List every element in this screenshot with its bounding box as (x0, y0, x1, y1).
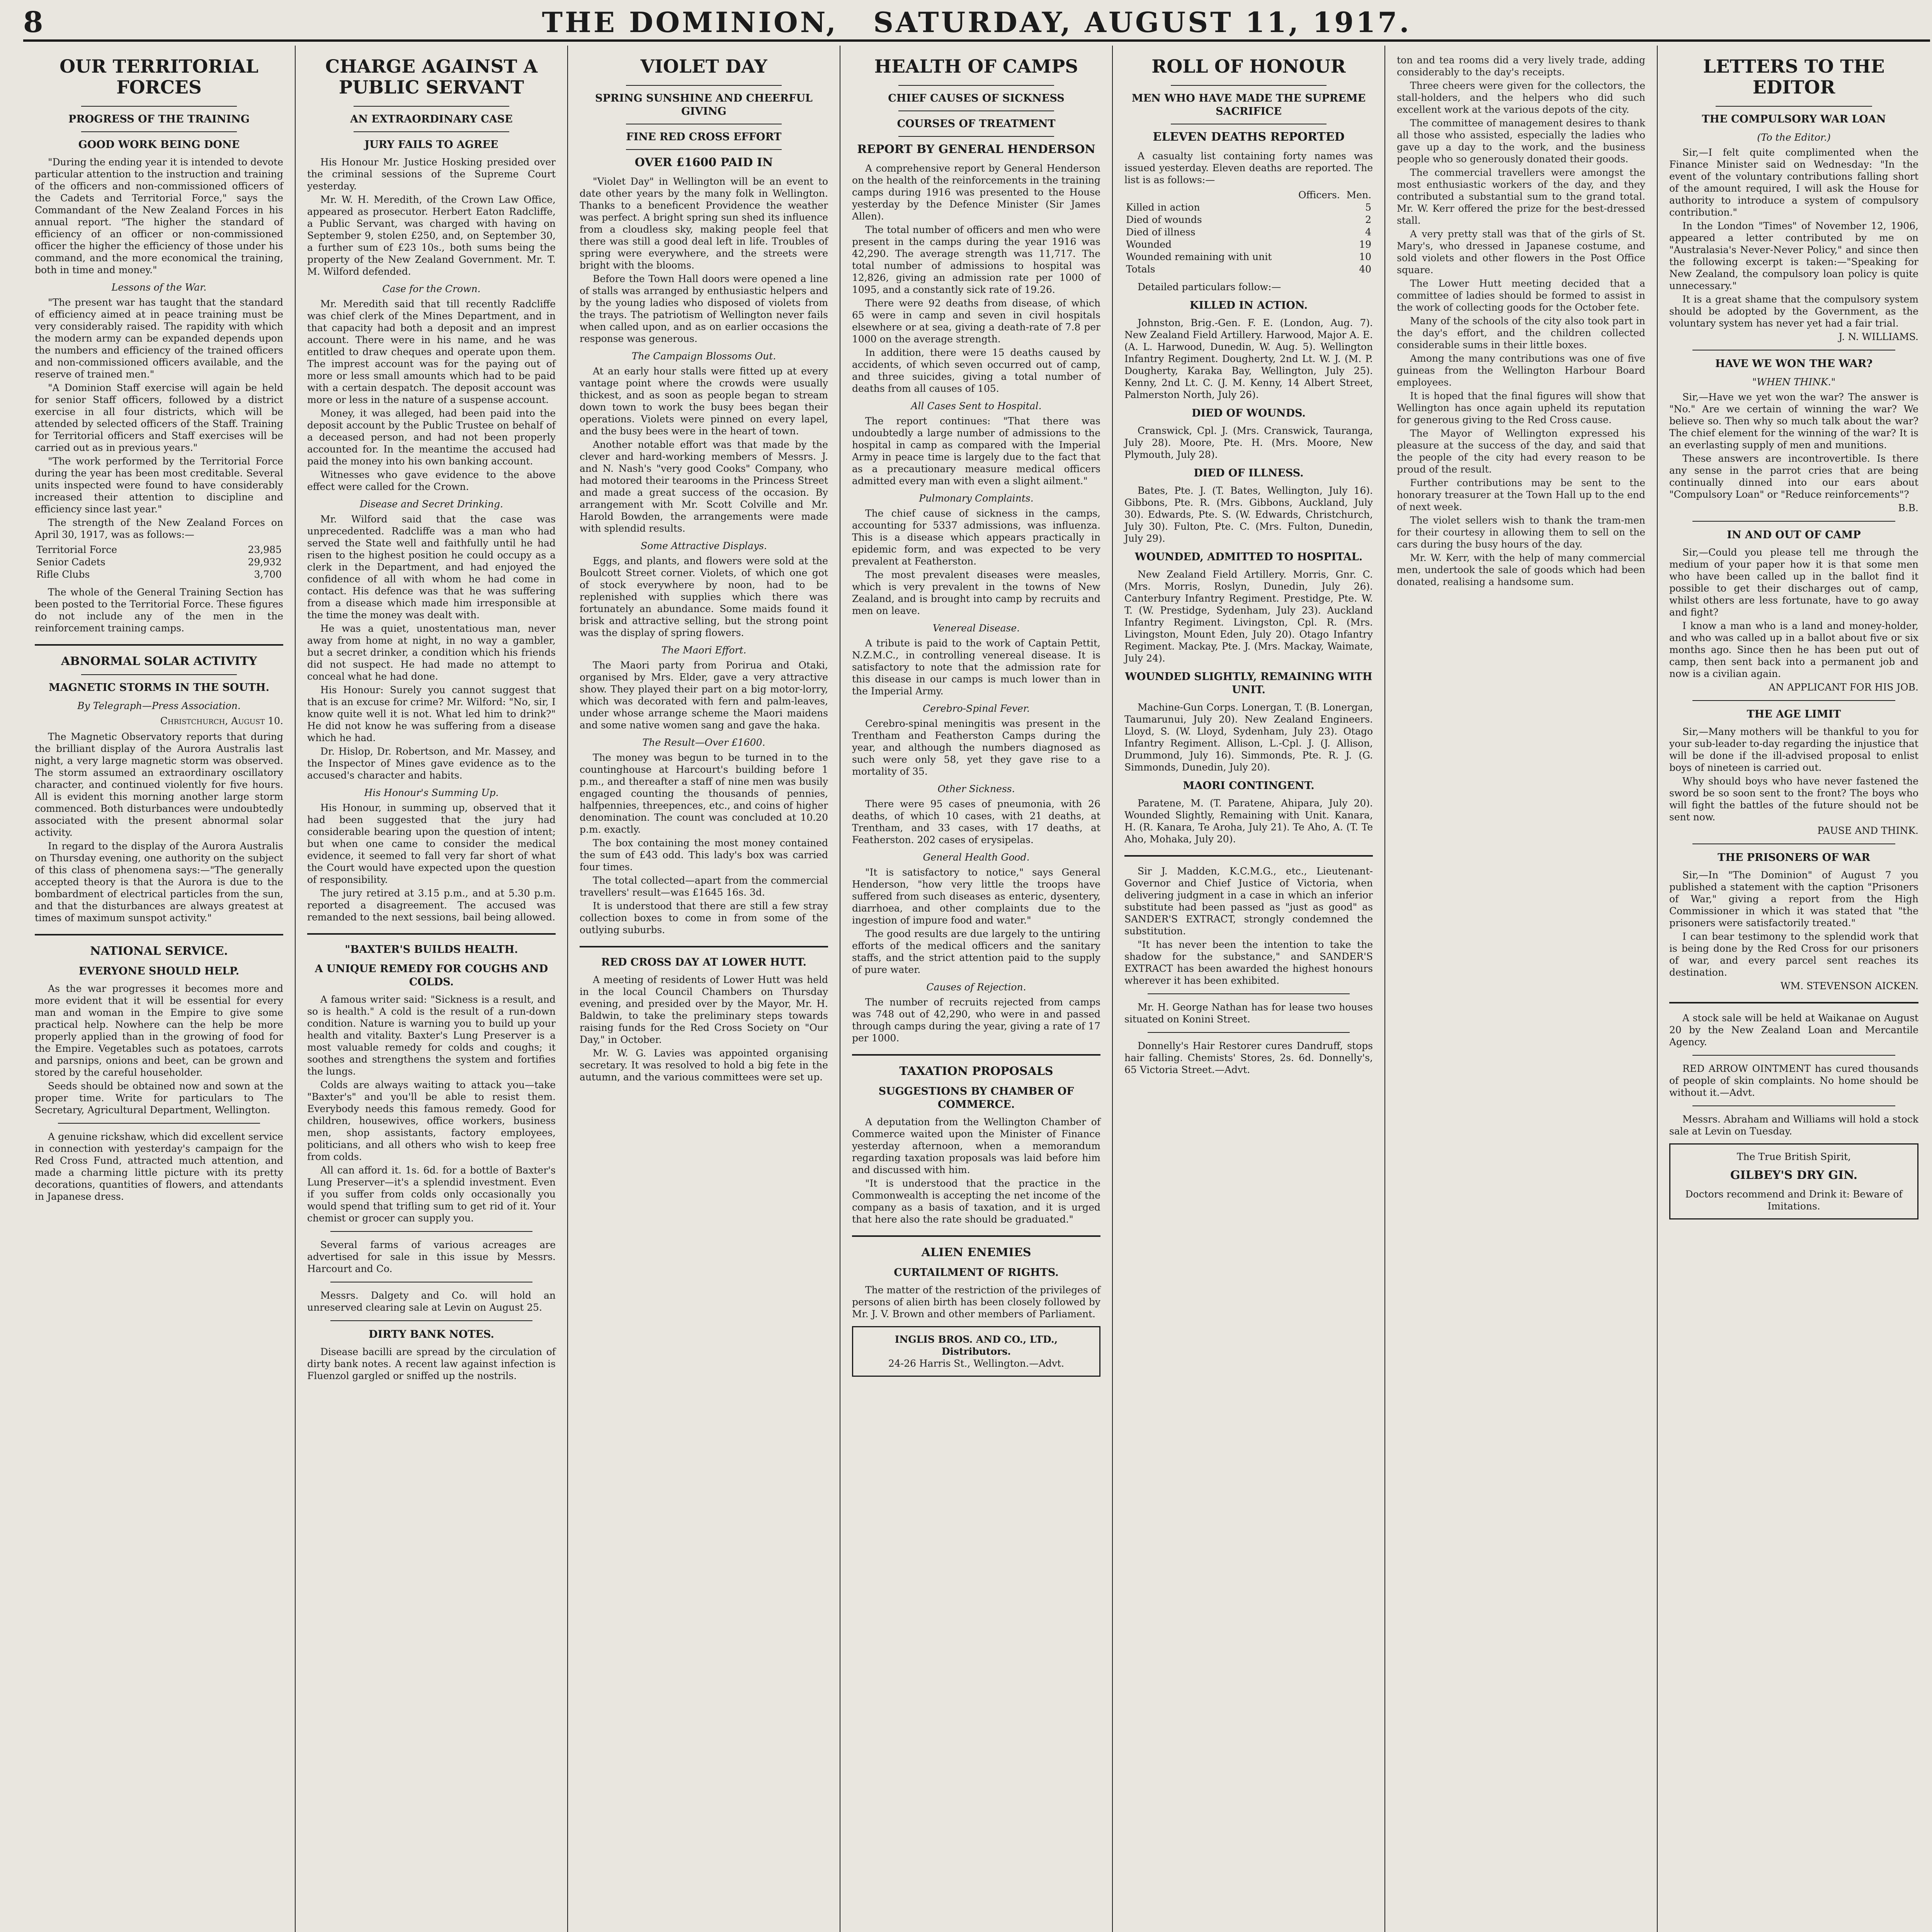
section-subhead: WOUNDED SLIGHTLY, REMAINING WITH UNIT. (1125, 671, 1372, 696)
paragraph: "A Dominion Staff exercise will again be held for senior Staff officers, followed by a district exercise in all four districts, which will be attended by selected officers of the Staff. Training for Territorial officers and Staff exercises will be carried out as in previous years." (35, 382, 283, 453)
paragraph: His Honour: Surely you cannot suggest that that is an excuse for crime? Mr. Wilford: "No, sir, I know quite well it is not. What led him to drink?" He did not know he was suffering from a disease which he had. (307, 684, 556, 743)
paragraph: A comprehensive report by General Henderson on the health of the reinforcements in the training camps during 1916 was presented to the House yesterday by the Defence Minister (Sir James Allen). (852, 163, 1100, 222)
paragraph: The most prevalent diseases were measles, which is very prevalent in the towns of New Zealand, and is brought into camp by recruits and men on leave. (852, 569, 1100, 616)
paragraph: A deputation from the Wellington Chamber of Commerce waited upon the Minister of Finance yesterday afternoon, when a memorandum regarding taxation proposals was laid before him and discussed with him. (852, 1116, 1100, 1175)
letter-signature: WM. STEVENSON AICKEN. (1780, 980, 1918, 992)
paragraph: A stock sale will be held at Waikanae on August 20 by the New Zealand Loan and Mercantile Agency. (1669, 1012, 1918, 1048)
paragraph: Detailed particulars follow:— (1138, 281, 1281, 293)
letter-signature: J. N. WILLIAMS. (1838, 331, 1918, 342)
paragraph: The Maori party from Porirua and Otaki, organised by Mrs. Elder, gave a very attractive show. They played their part on a big motor-lorry, which was decorated with fern and palm-leaves, under whose arrange scheme the Maori maidens and some native women sang and gave the haka. (580, 660, 828, 731)
divider (35, 644, 283, 646)
article-headline: VIOLET DAY (640, 56, 767, 77)
divider (58, 1123, 260, 1124)
section-subhead: Lessons of the War. (111, 282, 207, 293)
ad-tagline: The True British Spirit, (1736, 1151, 1851, 1162)
paragraph: The report continues: "That there was undoubtedly a large number of admissions to the hospital in camp as compared with the Imperial Army in peace time is largely due to the fact that as a precautionary measure medical officers admitted every man with even a slight ailment." (852, 415, 1100, 486)
ad-product-name: GILBEY'S DRY GIN. (1730, 1168, 1858, 1182)
paragraph: In the London "Times" of November 12, 1906, appeared a letter contributed by me on "Australasia's Never-Never Policy," and since then the following excerpt is taken:—"Speaking for New Zealand, the compulsory loan policy is quite unnecessary." (1669, 220, 1918, 291)
table-cell: 2 (1365, 214, 1371, 225)
letter-subhead: "WHEN THINK." (1752, 376, 1836, 388)
casualty-list: New Zealand Field Artillery. Morris, Gnr. C. (Mrs. Morris, Roslyn, Dunedin, July 26). Canterbury Infantry Regiment. Prestidge, Pte. W. T. (W. Prestidge, Sydenham, July 23). Auckland Infantry Regiment. Livingston, Cpl. R. (Mrs. Livingston, Mount Eden, July 20). Otago Infantry Regiment. Mackay, Pte. J. (Mrs. Mackay, Waimate, July 24). (1124, 569, 1373, 664)
paragraph: The jury retired at 3.15 p.m., and at 5.30 p.m. reported a disagreement. The accused was remanded to the next sessions, bail being allowed. (307, 888, 556, 923)
section-subhead: Venereal Disease. (932, 622, 1020, 634)
paragraph: It is hoped that the final figures will show that Wellington has once again upheld its reputation for generous giving to the Red Cross cause. (1397, 390, 1645, 425)
paragraph: Witnesses who gave evidence to the above effect were called for the Crown. (307, 469, 556, 492)
article-headline: NATIONAL SERVICE. (90, 944, 228, 958)
section-subhead: The Result—Over £1600. (642, 737, 765, 748)
letter-address: (To the Editor.) (1757, 132, 1831, 143)
casualty-list: Johnston, Brig.-Gen. F. E. (London, Aug. 7). New Zealand Field Artillery. Harwood, Major A. E. (A. L. Harwood, Dunedin, W. Aug. 5). Wellington Infantry Regiment. Dougherty, 2nd Lt. W. J. (M. P. Dougherty, Karaka Bay, Wellington, July 25). Kenny, 2nd Lt. C. (J. M. Kenny, 14 Albert Street, Palmerston North, July 26). (1124, 317, 1373, 400)
paragraph: The whole of the General Training Section has been posted to the Territorial Force. These figures do not include any of the men in the reinforcement training camps. (35, 587, 283, 634)
table-header-cell (1124, 189, 1291, 201)
table-cell: 3,700 (254, 569, 282, 580)
table-cell: Territorial Force (36, 544, 117, 555)
table-cell: Wounded remaining with unit (1126, 251, 1272, 262)
paragraph: "Violet Day" in Wellington will be an event to date other years by the many folk in Wellington. Thanks to a beneficent Providence the weather was perfect. A bright spring sun shed its influence from a cloudless sky, making people feel that there was still a good deal left in life. Troubles of spring were everywhere, and the streets were bright with the blooms. (580, 176, 828, 271)
paragraph: Three cheers were given for the collectors, the stall-holders, and the helpers who did such excellent work at the various depots of the city. (1397, 80, 1645, 115)
section-subhead: DIED OF ILLNESS. (1194, 467, 1304, 479)
table-row (1124, 238, 1373, 251)
column-1 (23, 46, 296, 1932)
paragraph: Many of the schools of the city also took part in the day's effort, and the children collected considerable sums in their little boxes. (1397, 315, 1645, 350)
divider (1669, 1002, 1918, 1003)
paragraph: In regard to the display of the Aurora Australis on Thursday evening, one authority on the subject of this class of phenomena says:—"The generally accepted theory is that the Aurora is due to the bombardment of electrical particles from the sun, and that the disturbances are always greatest at times of maximum sunspot activity." (35, 840, 283, 923)
article-subhead: AN EXTRAORDINARY CASE (350, 113, 513, 125)
paragraph: "It is understood that the practice in the Commonwealth is accepting the net income of the company as a basis of taxation, and it is urged that here also the rate should be graduated." (852, 1178, 1100, 1225)
paragraph: In addition, there were 15 deaths caused by accidents, of which seven occurred out of camp, and three suicides, giving a total number of deaths from all causes of 105. (852, 347, 1100, 394)
paragraph: Mr. Wilford said that the case was unprecedented. Radcliffe was a man who had served the State well and faithfully until he had risen to the highest position he could occupy as a clerk in the Department, and had enjoyed the confidence of all with whom he had come in contact. His defence was that he was suffering from a disease which made him irresponsible at the time the money was dealt with. (307, 514, 556, 621)
table-total-row (1124, 263, 1373, 276)
paragraph: The Magnetic Observatory reports that during the brilliant display of the Aurora Australis last night, a very large magnetic storm was observed. The storm assumed an extraordinary oscillatory character, and continued violently for five hours. All is evident this morning another large storm commenced. Both disturbances were undoubtedly associated with the present abnormal solar activity. (35, 731, 283, 838)
section-subhead: The Campaign Blossoms Out. (631, 350, 776, 362)
casualty-list: Cranswick, Cpl. J. (Mrs. Cranswick, Tauranga, July 28). Moore, Pte. H. (Mrs. Moore, New Plymouth, July 28). (1124, 425, 1373, 460)
article-headline: RED CROSS DAY AT LOWER HUTT. (601, 956, 807, 968)
table-cell: Died of wounds (1126, 214, 1202, 225)
column-2 (296, 46, 568, 1932)
newspaper-columns (23, 46, 1930, 1932)
paper-name: THE DOMINION, (542, 6, 838, 39)
paragraph: Mr. H. George Nathan has for lease two houses situated on Konini Street. (1124, 1002, 1373, 1025)
ad-text: INGLIS BROS. AND CO., LTD., Distributors. (895, 1334, 1058, 1357)
divider (1692, 1105, 1895, 1106)
paragraph: Among the many contributions was one of five guineas from the Wellington Harbour Board employees. (1397, 353, 1645, 388)
paragraph: All can afford it. 1s. 6d. for a bottle of Baxter's Lung Preserver—it's a splendid investment. Even if you suffer from colds only occasionally you would spend that trifling sum to get rid of it. Your chemist or grocer can supply you. (307, 1165, 556, 1224)
paragraph: Mr. W. H. Meredith, of the Crown Law Office, appeared as prosecutor. Herbert Eaton Radcliffe, a Public Servant, was charged with having on September 9, stolen £250, and, on September 30, a further sum of £23 10s., both sums being the property of the New Zealand Government. Mr. T. M. Wilford defended. (307, 194, 556, 277)
paragraph: The Mayor of Wellington expressed his pleasure at the success of the day, and said that the people of the city had every reason to be proud of the result. (1397, 428, 1645, 475)
divider (1148, 1032, 1350, 1033)
paragraph: Another notable effort was that made by the clever and hard-working members of Messrs. J. and N. Nash's "very good Cooks" Company, who had motored their tearooms in the Princess Street and made a great success of the occasion. By arrangement with Mr. Scott Colville and Mr. Harold Bowden, the arrangements were made with splendid results. (580, 439, 828, 534)
divider (1692, 700, 1895, 701)
article-subhead: CURTAILMENT OF RIGHTS. (894, 1267, 1059, 1279)
table-cell: Killed in action (1126, 202, 1200, 213)
article-subhead: EVERYONE SHOULD HELP. (78, 965, 240, 977)
divider (898, 85, 1054, 86)
paragraph: The box containing the most money contained the sum of £43 odd. This lady's box was carried four times. (580, 837, 828, 872)
letter-signature: B.B. (1898, 502, 1918, 514)
paragraph: Eggs, and plants, and flowers were sold at the Boulcott Street corner. Violets, of which one got of stock everywhere by noon, had to be replenished with supplies which there was fortunately an abundance. Some maids found it brisk and attractive selling, but the strong point was the display of spring flowers. (580, 555, 828, 638)
table-row (35, 556, 283, 568)
section-subhead: Cerebro-Spinal Fever. (922, 703, 1030, 714)
table-cell (1291, 226, 1342, 238)
paragraph: The number of recruits rejected from camps was 748 out of 42,290, who were in and passed through camps during the year, giving a rate of 17 per 1000. (852, 997, 1100, 1044)
article-subhead: COURSES OF TREATMENT (897, 118, 1056, 130)
paragraph: As the war progresses it becomes more and more evident that it will be essential for every man and woman in the Empire to give some practical help. Nowhere can the help be more properly applied than in the growing of food for the Empire. Vegetables such as potatoes, carrots and parsnips, onions and beet, can be grown and stored by the careful householder. (35, 983, 283, 1078)
advertisement (1669, 1143, 1918, 1219)
section-subhead: All Cases Sent to Hospital. (911, 400, 1042, 412)
paragraph: Mr. W. Kerr, with the help of many commercial men, undertook the sale of goods which had been donated, realising a handsome sum. (1397, 552, 1645, 587)
paragraph: A meeting of residents of Lower Hutt was held in the local Council Chambers on Thursday evening, and presided over by the Mayor, Mr. H. Baldwin, to take the preliminary steps towards raising funds for the Red Cross Society on "Our Day," in October. (580, 974, 828, 1045)
divider (330, 1320, 532, 1321)
section-subhead: MAORI CONTINGENT. (1183, 780, 1315, 792)
table-cell (1291, 238, 1342, 251)
article-subhead: PROGRESS OF THE TRAINING (68, 113, 250, 125)
section-subhead: Some Attractive Displays. (641, 540, 767, 551)
divider (626, 149, 782, 150)
column-3 (568, 46, 840, 1932)
divider (898, 136, 1054, 137)
article-headline: ALIEN ENEMIES (921, 1246, 1031, 1259)
paragraph: The strength of the New Zealand Forces on April 30, 1917, was as follows:— (35, 517, 283, 540)
divider (852, 1054, 1100, 1056)
paragraph: There were 92 deaths from disease, of which 65 were in camp and seven in civil hospitals elsewhere or at sea, giving a death-rate of 7.8 per 1000 on the average strength. (852, 298, 1100, 345)
article-subhead: MEN WHO HAVE MADE THE SUPREME SACRIFICE (1131, 92, 1366, 117)
section-subhead: Other Sickness. (937, 783, 1015, 794)
article-subhead: CHIEF CAUSES OF SICKNESS (888, 92, 1065, 104)
paragraph: "The present war has taught that the standard of efficiency aimed at in peace training must be very considerably raised. The rapidity with which the modern army can be expanded depends upon the numbers and efficiency of the trained officers and non-commissioned officers available, and the reserve of trained men." (35, 297, 283, 380)
divider (852, 1235, 1100, 1237)
paragraph: Messrs. Abraham and Williams will hold a stock sale at Levin on Tuesday. (1669, 1114, 1918, 1137)
masthead (23, 7, 1930, 42)
paragraph: These answers are incontrovertible. Is there any sense in the parrot cries that are being continually dinned into our ears about "Compulsory Loan" or "Reduce reinforcements"? (1669, 453, 1918, 500)
paragraph: The total collected—apart from the commercial travellers' result—was £1645 16s. 3d. (580, 875, 828, 898)
advertisement (852, 1326, 1100, 1377)
divider (1692, 521, 1895, 522)
paragraph: Cerebro-spinal meningitis was present in the Trentham and Featherston Camps during the year, and although the numbers diagnosed as such were only 58, yet they gave rise to a mortality of 35. (852, 718, 1100, 777)
divider (330, 1231, 532, 1232)
paragraph: Sir,—Many mothers will be thankful to you for your sub-leader to-day regarding the injustice that will be done if the ill-advised proposal to enlist boys of nineteen is carried out. (1669, 726, 1918, 773)
paragraph: ton and tea rooms did a very lively trade, adding considerably to the day's receipts. (1397, 54, 1645, 78)
paragraph: A casualty list containing forty names was issued yesterday. Eleven deaths are reported. The list is as follows:— (1124, 150, 1373, 185)
article-subhead: GOOD WORK BEING DONE (78, 139, 240, 151)
article-headline: TAXATION PROPOSALS (899, 1065, 1053, 1078)
paragraph: There were 95 cases of pneumonia, with 26 deaths, of which 10 cases, with 21 deaths, at Trentham, and 33 cases, with 17 deaths, at Featherston. 202 cases of erysipelas. (852, 798, 1100, 845)
letter-signature: PAUSE AND THINK. (1817, 825, 1918, 836)
paragraph: Sir,—In "The Dominion" of August 7 you published a statement with the caption "Prisoners of War," giving a report from the High Commissioner in which it was stated that "the prisoners were satisfactorily treated." (1669, 869, 1918, 929)
section-subhead: His Honour's Summing Up. (364, 787, 499, 798)
paragraph: Sir J. Madden, K.C.M.G., etc., Lieutenant-Governor and Chief Justice of Victoria, when delivering judgment in a case in which an inferior substitute had been passed as "just as good" as SANDER'S EXTRACT, strongly condemned the substitution. (1124, 866, 1373, 937)
column-7 (1658, 46, 1930, 1932)
divider (1692, 1055, 1895, 1056)
table-cell (1291, 214, 1342, 226)
article-subhead: FINE RED CROSS EFFORT (626, 131, 782, 143)
section-subhead: General Health Good. (923, 852, 1030, 863)
column-4 (840, 46, 1113, 1932)
divider (354, 106, 509, 107)
paragraph: Mr. W. G. Lavies was appointed organising secretary. It was resolved to hold a big fete in the autumn, and the various committees were set up. (580, 1048, 828, 1083)
strength-table (35, 544, 283, 581)
divider (1148, 993, 1350, 994)
paragraph: The committee of management desires to thank all those who assisted, especially the ladies who gave up a day to the work, and the business people who so generously donated their goods. (1397, 117, 1645, 165)
section-subhead: DIED OF WOUNDS. (1192, 407, 1306, 419)
letter-headline: IN AND OUT OF CAMP (1727, 529, 1861, 541)
paragraph: Seeds should be obtained now and sown at the proper time. Write for particulars to The Secretary, Agricultural Department, Wellington. (35, 1080, 283, 1116)
divider (307, 933, 556, 935)
article-headline: ROLL OF HONOUR (1151, 56, 1346, 77)
section-subhead: The Maori Effort. (661, 645, 747, 656)
paragraph: Sir,—Have we yet won the war? The answer is "No." Are we certain of winning the war? We believe so. Then why so much talk about the war? The chief element for the winning of the war? It is an everlasting supply of men and munitions. (1669, 391, 1918, 451)
paragraph: The Lower Hutt meeting decided that a committee of ladies should be formed to assist in the work of collecting goods for the October fete. (1397, 278, 1645, 313)
divider (1171, 85, 1327, 86)
table-header-cell: Officers. (1298, 189, 1340, 201)
article-headline: ABNORMAL SOLAR ACTIVITY (61, 655, 257, 668)
casualty-list: Machine-Gun Corps. Lonergan, T. (B. Lonergan, Taumarunui, July 20). New Zealand Engineers. Lloyd, S. (W. Lloyd, Sydenham, July 23). Otago Infantry Regiment. Allison, L.-Cpl. J. (J. Allison, Drummond, July 16). Simmonds, Pte. R. J. (G. Simmonds, Dunedin, July 20). (1124, 702, 1373, 773)
casualty-table (1124, 189, 1373, 276)
table-cell: 4 (1365, 226, 1371, 238)
letter-headline: THE PRISONERS OF WAR (1718, 852, 1870, 864)
article-subhead: ELEVEN DEATHS REPORTED (1153, 130, 1345, 144)
paragraph: The commercial travellers were amongst the most enthusiastic workers of the day, and they contributed a substantial sum to the grand total. Mr. W. Kerr offered the prize for the best-dressed stall. (1397, 167, 1645, 226)
table-cell: Rifle Clubs (36, 569, 90, 580)
paragraph: A genuine rickshaw, which did excellent service in connection with yesterday's campaign for the Red Cross Fund, attracted much attention, and made a charming little picture with its pretty decorations, quantities of flowers, and attendants in Japanese dress. (35, 1131, 283, 1202)
table-cell: 23,985 (248, 544, 282, 555)
article-headline: "BAXTER'S BUILDS HEALTH. (345, 944, 518, 956)
paragraph: His Honour, in summing up, observed that it had been suggested that the jury had considerable bearing upon the question of intent; but when one came to consider the medical evidence, it seemed to fall very far short of what the Court would have expected upon the question of responsibility. (307, 802, 556, 885)
paragraph: Sir,—I felt quite complimented when the Finance Minister said on Wednesday: "In the event of the voluntary contributions falling short of the amount required, I will ask the House for authority to introduce a system of compulsory contribution." (1669, 147, 1918, 218)
paragraph: "During the ending year it is intended to devote particular attention to the instruction and training of the officers and non-commissioned officers of the Cadets and Territorial Force," says the Commandant of the New Zealand Forces in his annual report. "The higher the standard of efficiency of an officer or non-commissioned officer the higher the efficiency of those under his command, and the more economical the training, both in time and money." (35, 156, 283, 276)
divider (1716, 106, 1872, 107)
letter-signature: AN APPLICANT FOR HIS JOB. (1769, 682, 1918, 693)
paragraph: Disease bacilli are spread by the circulation of dirty bank notes. A recent law against infection is Fluenzol gargled or sniffed up the nostrils. (307, 1346, 556, 1381)
article-subhead: A UNIQUE REMEDY FOR COUGHS AND COLDS. (315, 963, 548, 988)
dateline: Christchurch, August 10. (160, 715, 283, 726)
divider (35, 934, 283, 935)
table-row (35, 568, 283, 581)
table-header-cell: Men. (1346, 189, 1371, 201)
paragraph: A famous writer said: "Sickness is a result, and so is health." A cold is the result of a run-down condition. Nature is warning you to build up your health and vitality. Baxter's Lung Preserver is a most valuable remedy for colds and coughs; it soothes and strengthens the system and fortifies the lungs. (307, 994, 556, 1077)
article-subhead: SUGGESTIONS BY CHAMBER OF COMMERCE. (878, 1085, 1074, 1111)
table-row (1124, 251, 1373, 263)
paragraph: At an early hour stalls were fitted up at every vantage point where the crowds were usually thickest, and as soon as people began to stream down town to work the busy bees began their operations. Violets were pinned on every lapel, and the busy bees were in the heart of town. (580, 366, 828, 437)
section-headline: LETTERS TO THE EDITOR (1703, 56, 1885, 98)
divider (1124, 855, 1373, 857)
letter-headline: THE COMPULSORY WAR LOAN (1702, 113, 1886, 125)
table-cell: Wounded (1126, 239, 1172, 250)
table-row (1124, 226, 1373, 238)
table-cell (1291, 251, 1342, 263)
table-cell: 19 (1359, 239, 1371, 250)
table-cell: Senior Cadets (36, 556, 105, 568)
paragraph: The total number of officers and men who were present in the camps during the year 1916 was 42,290. The average strength was 11,717. The total number of admissions to hospital was 12,826, giving an admission rate per 1000 of 1095, and a constantly sick rate of 19.26. (852, 224, 1100, 295)
divider (81, 131, 237, 132)
table-cell: Died of illness (1126, 226, 1196, 238)
paragraph: "It is satisfactory to notice," says General Henderson, "how very little the troops have suffered from such diseases as enteric, dysentery, diarrhoea, and other complaints due to the ingestion of impure food and water." (852, 867, 1100, 926)
article-headline: OUR TERRITORIAL FORCES (60, 56, 259, 98)
paragraph: Several farms of various acreages are advertised for sale in this issue by Messrs. Harcourt and Co. (307, 1239, 556, 1274)
article-subhead: MAGNETIC STORMS IN THE SOUTH. (49, 682, 269, 694)
section-subhead: Disease and Secret Drinking. (359, 498, 503, 510)
paragraph: I can bear testimony to the splendid work that is being done by the Red Cross for our prisoners of war, and every parcel sent reaches its destination. (1669, 931, 1918, 978)
paragraph: It is a great shame that the compulsory system should be adopted by the Government, as the voluntary system has never yet had a fair trial. (1669, 294, 1918, 329)
paragraph: Messrs. Dalgety and Co. will hold an unreserved clearing sale at Levin on August 25. (307, 1290, 556, 1313)
table-cell: 5 (1365, 202, 1371, 213)
paragraph: Dr. Hislop, Dr. Robertson, and Mr. Massey, and the Inspector of Mines gave evidence as to the accused's character and habits. (307, 746, 556, 781)
section-subhead: Pulmonary Complaints. (919, 493, 1034, 504)
table-row (1124, 214, 1373, 226)
ad-subtext: Doctors recommend and Drink it: Beware of Imitations. (1685, 1189, 1903, 1212)
paragraph: Money, it was alleged, had been paid into the deposit account by the Public Trustee on behalf of a deceased person, and had not been properly accounted for. In the meantime the accused had paid the money into his own banking account. (307, 408, 556, 467)
article-headline: CHARGE AGAINST A PUBLIC SERVANT (325, 56, 538, 98)
paragraph: I know a man who is a land and money-holder, and who was called up in a ballot about five or six months ago. Since then he has been put out of camp, then sent back into a permanent job and now is a civilian again. (1669, 620, 1918, 679)
paragraph: Before the Town Hall doors were opened a line of stalls was arranged by enthusiastic helpers and by the young ladies who disposed of violets from the trays. The patriotism of Wellington never fails when called upon, and as on earlier occasions the response was generous. (580, 273, 828, 344)
letter-headline: HAVE WE WON THE WAR? (1715, 358, 1873, 370)
paragraph: He was a quiet, unostentatious man, never away from home at night, in no way a gambler, but a secret drinker, a condition which his friends did not suspect. He had made no attempt to conceal what he had done. (307, 623, 556, 682)
divider (81, 674, 237, 675)
paragraph: The matter of the restriction of the privileges of persons of alien birth has been closely followed by Mr. J. V. Brown and other members of Parliament. (852, 1284, 1100, 1320)
divider (626, 85, 782, 86)
table-header-row (1124, 189, 1373, 201)
table-cell (1291, 201, 1342, 214)
paragraph: The chief cause of sickness in the camps, accounting for 5337 admissions, was influenza. This is a disease which appears practically in epidemic form, and was expected to be very prevalent at Featherston. (852, 508, 1100, 567)
table-row (35, 544, 283, 556)
page-number: 8 (23, 6, 43, 39)
letter-headline: THE AGE LIMIT (1747, 708, 1841, 720)
article-headline: DIRTY BANK NOTES. (369, 1328, 494, 1340)
paragraph: Why should boys who have never fastened the sword be so soon sent to the front? The boys who will fight the battles of the future should not be sent now. (1669, 776, 1918, 823)
paragraph: "The work performed by the Territorial Force during the year has been most creditable. Several units inspected were found to have considerably increased their attention to discipline and efficiency since last year." (35, 456, 283, 515)
paragraph: Mr. Meredith said that till recently Radcliffe was chief clerk of the Mines Department, and in that capacity had both a deposit and an imprest account. There were in his name, and he was entitled to draw cheques and operate upon them. The imprest account was for the paying out of more or less small amounts which had to be paid with a certain despatch. The deposit account was more or less in the nature of a suspense account. (307, 298, 556, 405)
paragraph: Further contributions may be sent to the honorary treasurer at the Town Hall up to the end of next week. (1397, 477, 1645, 512)
divider (580, 946, 828, 947)
masthead-title (23, 7, 1930, 38)
paragraph: A very pretty stall was that of the girls of St. Mary's, who dressed in Japanese costume, and sold violets and other flowers in the Post Office square. (1397, 228, 1645, 276)
article-subhead: REPORT BY GENERAL HENDERSON (857, 143, 1095, 156)
paragraph: His Honour Mr. Justice Hosking presided over the criminal sessions of the Supreme Court yesterday. (307, 156, 556, 192)
paragraph: Donnelly's Hair Restorer cures Dandruff, stops hair falling. Chemists' Stores, 2s. 6d. Donnelly's, 65 Victoria Street.—Advt. (1124, 1040, 1373, 1075)
paragraph: A tribute is paid to the work of Captain Pettit, N.Z.M.C., in controlling venereal disease. It is satisfactory to note that the admission rate for this disease in our camps is much lower than in the Imperial Army. (852, 638, 1100, 697)
article-headline: HEALTH OF CAMPS (874, 56, 1078, 77)
paragraph: Colds are always waiting to attack you—take "Baxter's" and you'll be able to resist them. Everybody needs this famous remedy. Good for children, housewives, office workers, business men, shop assistants, factory employees, politicians, and all others who wish to keep free from colds. (307, 1079, 556, 1162)
divider (354, 131, 509, 132)
paragraph: It is understood that there are still a few stray collection boxes to come in from some of the outlying suburbs. (580, 900, 828, 935)
table-cell: Totals (1126, 264, 1155, 275)
issue-date: SATURDAY, AUGUST 11, 1917. (873, 6, 1412, 39)
paragraph: RED ARROW OINTMENT has cured thousands of people of skin complaints. No home should be without it.—Advt. (1669, 1063, 1918, 1098)
casualty-list: Paratene, M. (T. Paratene, Ahipara, July 20). Wounded Slightly, Remaining with Unit. Kanara, H. (R. Kanara, Te Aroha, July 21). Te Aho, A. (T. Te Aho, Mohaka, July 20). (1124, 798, 1373, 845)
section-subhead: Case for the Crown. (382, 283, 481, 294)
article-subhead: SPRING SUNSHINE AND CHEERFUL GIVING (595, 92, 813, 117)
table-cell: 40 (1359, 264, 1371, 275)
casualty-list: Bates, Pte. J. (T. Bates, Wellington, July 16). Gibbons, Pte. R. (Mrs. Gibbons, Auckland, July 30). Edwards, Pte. S. (W. Edwards, Christchurch, July 30). Fulton, Pte. C. (Mrs. Fulton, Dunedin, July 29). (1124, 485, 1373, 544)
article-subhead: OVER £1600 PAID IN (634, 156, 773, 169)
column-5 (1113, 46, 1385, 1932)
paragraph: The good results are due largely to the untiring efforts of the medical officers and the sanitary staffs, and the strict attention paid to the supply of pure water. (852, 928, 1100, 975)
paragraph: The money was begun to be turned in to the countinghouse at Harcourt's building before 1 p.m., and thereafter a staff of nine men was busily engaged counting the thousands of pennies, halfpennies, threepences, etc., and coins of higher denomination. The count was concluded at 10.20 p.m. exactly. (580, 752, 828, 835)
paragraph: "It has never been the intention to take the shadow for the substance," and SANDER'S EXTRACT has been awarded the highest honours wherever it has been exhibited. (1124, 939, 1373, 986)
table-cell (1291, 263, 1342, 276)
table-cell: 29,932 (248, 556, 282, 568)
divider (81, 106, 237, 107)
column-6 (1385, 46, 1658, 1932)
ad-subtext: 24-26 Harris St., Wellington.—Advt. (888, 1358, 1065, 1369)
article-subhead: JURY FAILS TO AGREE (364, 139, 498, 151)
paragraph: The violet sellers wish to thank the tram-men for their courtesy in allowing them to sell on the cars during the busy hours of the day. (1397, 515, 1645, 550)
table-row (1124, 201, 1373, 214)
section-subhead: Causes of Rejection. (926, 981, 1026, 993)
section-subhead: WOUNDED, ADMITTED TO HOSPITAL. (1134, 551, 1363, 563)
byline: By Telegraph—Press Association. (77, 700, 241, 711)
table-cell: 10 (1359, 251, 1371, 262)
paragraph: Sir,—Could you please tell me through the medium of your paper how it is that some men who have been called up in the ballot find it possible to get their discharges out of camp, whilst others are less fortunate, have to go away and fight? (1669, 547, 1918, 618)
section-subhead: KILLED IN ACTION. (1189, 299, 1308, 311)
